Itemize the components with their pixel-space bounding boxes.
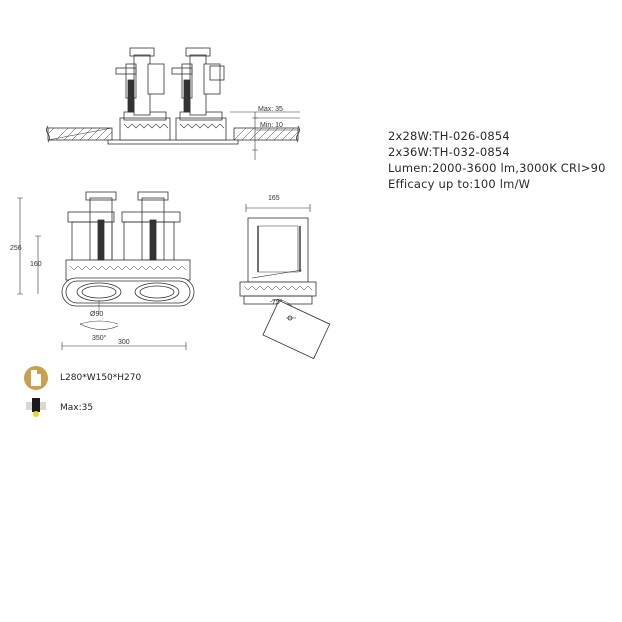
spec-line-4: Efficacy up to:100 lm/W: [388, 177, 531, 191]
tilt-label: 75°: [272, 299, 283, 306]
ceiling-slab-left: [47, 126, 113, 142]
installed-view: [47, 48, 301, 160]
front-view: [17, 192, 194, 350]
height-lower-label: 160: [30, 261, 42, 268]
rotation-label: 350°: [92, 335, 107, 342]
module-right: [172, 48, 226, 140]
spec-line-3: Lumen:2000-3600 lm,3000K CRI>90: [388, 161, 606, 175]
min-depth-label: Min: 10: [260, 122, 283, 129]
module-left: [116, 48, 170, 140]
diameter-label: Ø90: [90, 311, 104, 318]
size-label: L280*W150*H270: [60, 373, 142, 383]
depth-label: Max:35: [60, 403, 94, 413]
side-view: [240, 204, 330, 359]
max-depth-label: Max: 35: [258, 106, 283, 113]
width-label: 300: [118, 339, 130, 346]
depth-icon: [26, 398, 46, 417]
spec-line-2: 2x36W:TH-032-0854: [388, 145, 510, 159]
spec-line-1: 2x28W:TH-026-0854: [388, 129, 510, 143]
height-total-label: 256: [10, 245, 22, 252]
size-icon: [24, 366, 48, 390]
side-width-label: 165: [268, 195, 280, 202]
